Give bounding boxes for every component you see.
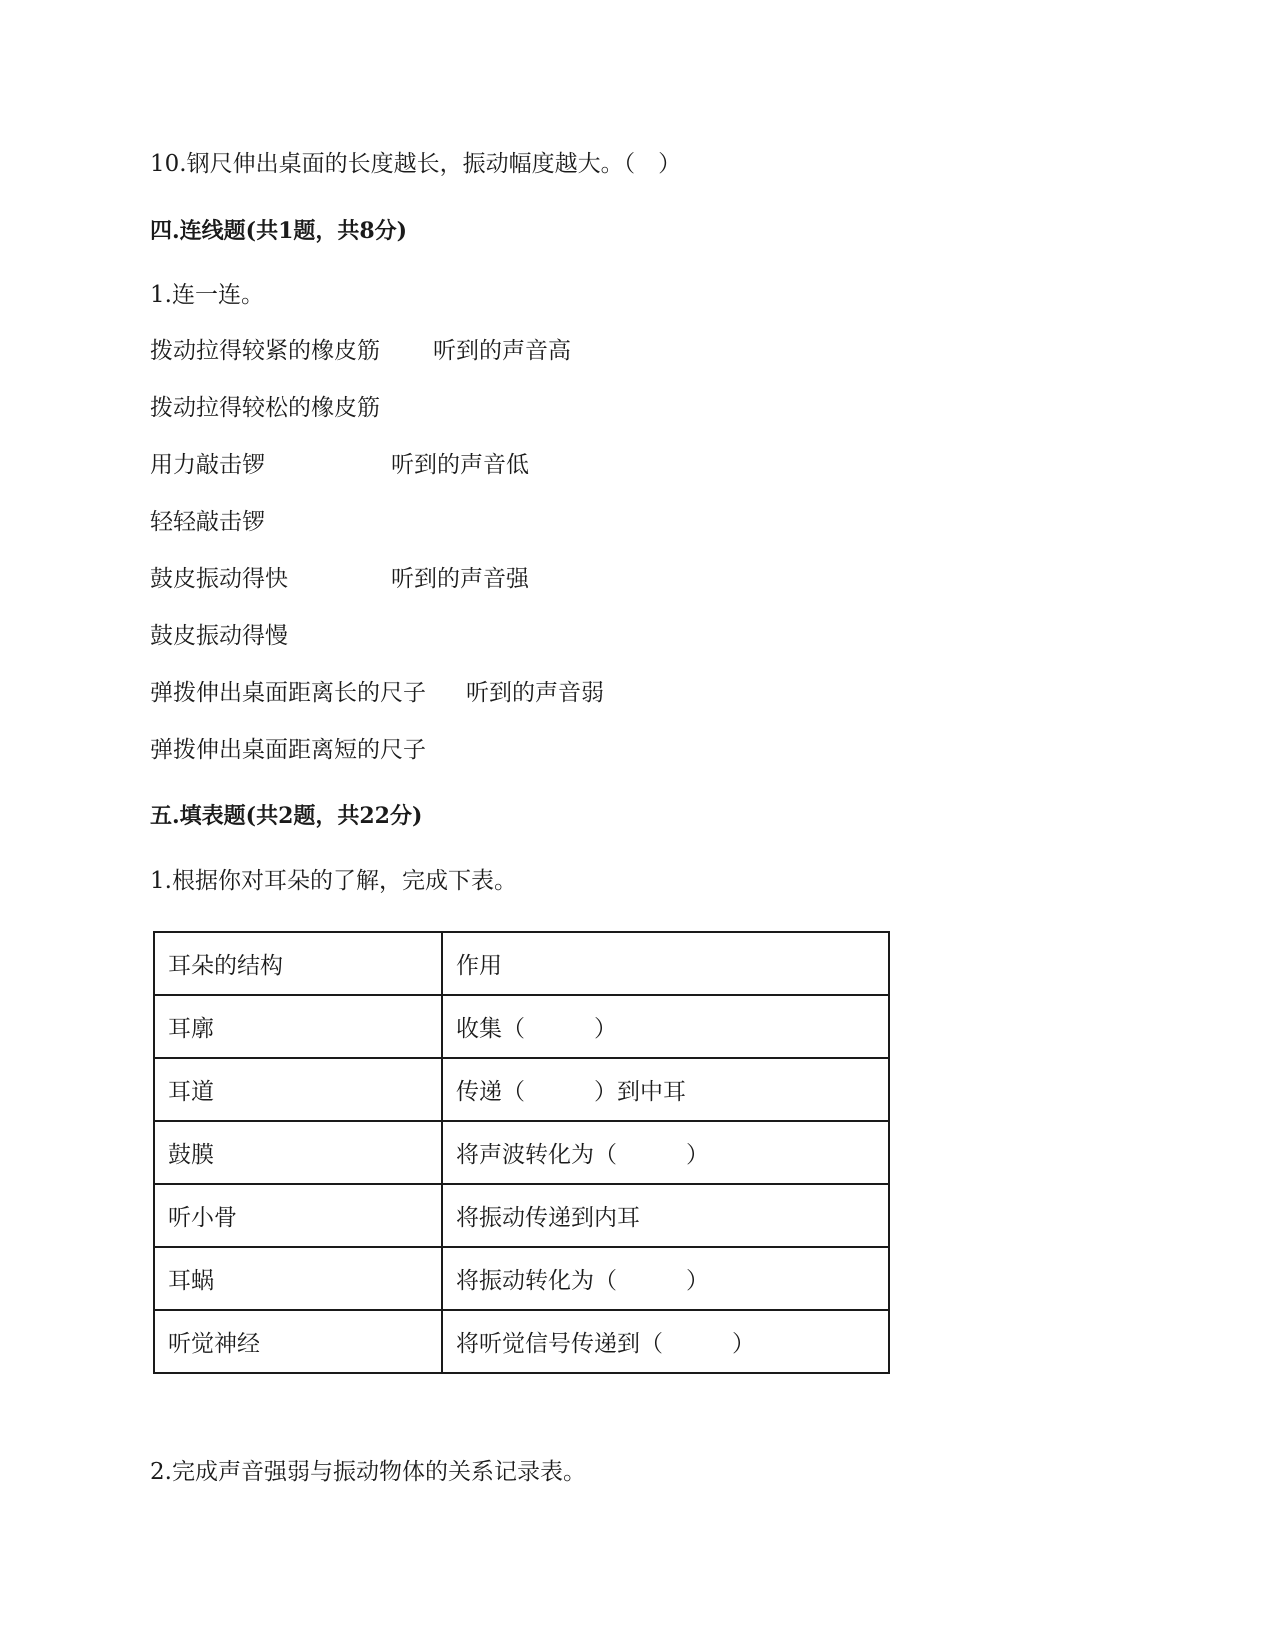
matching-left-item: 轻轻敲击锣 — [150, 509, 265, 535]
table-cell: 传递（ ）到中耳 — [442, 1058, 889, 1121]
table-cell: 鼓膜 — [154, 1121, 442, 1184]
table-cell: 耳蜗 — [154, 1247, 442, 1310]
table-row — [154, 1247, 889, 1310]
table-row — [154, 1310, 889, 1373]
section-4-heading: 四.连线题(共1题，共8分) — [150, 218, 408, 244]
matching-left-item: 鼓皮振动得快 — [150, 566, 288, 592]
table-cell: 将声波转化为（ ） — [442, 1121, 889, 1184]
matching-left-item: 鼓皮振动得慢 — [150, 623, 288, 649]
table-cell: 听觉神经 — [154, 1310, 442, 1373]
matching-left-item: 弹拨伸出桌面距离短的尺子 — [150, 737, 426, 763]
matching-question: 1.连一连。 — [150, 282, 264, 308]
table-cell: 耳道 — [154, 1058, 442, 1121]
table-cell: 听小骨 — [154, 1184, 442, 1247]
table-cell: 将听觉信号传递到（ ） — [442, 1310, 889, 1373]
table-cell: 收集（ ） — [442, 995, 889, 1058]
table-cell: 将振动转化为（ ） — [442, 1247, 889, 1310]
table-row — [154, 1121, 889, 1184]
table-question-1: 1.根据你对耳朵的了解，完成下表。 — [150, 868, 517, 894]
table-cell: 耳廓 — [154, 995, 442, 1058]
table-question-2: 2.完成声音强弱与振动物体的关系记录表。 — [150, 1459, 586, 1485]
table-header-cell: 作用 — [442, 932, 889, 995]
matching-left-item: 弹拨伸出桌面距离长的尺子 — [150, 680, 426, 706]
table-header-cell: 耳朵的结构 — [154, 932, 442, 995]
section-5-heading: 五.填表题(共2题，共22分) — [150, 803, 423, 829]
matching-left-item: 拨动拉得较松的橡皮筋 — [150, 395, 380, 421]
matching-right-item: 听到的声音强 — [391, 566, 529, 592]
matching-right-item: 听到的声音低 — [391, 452, 529, 478]
table-row — [154, 1184, 889, 1247]
table-row — [154, 1058, 889, 1121]
table-header-row — [154, 932, 889, 995]
table-row — [154, 995, 889, 1058]
matching-right-item: 听到的声音弱 — [466, 680, 604, 706]
matching-left-item: 用力敲击锣 — [150, 452, 265, 478]
table-cell: 将振动传递到内耳 — [442, 1184, 889, 1247]
question-10: 10.钢尺伸出桌面的长度越长，振动幅度越大。（ ） — [150, 151, 682, 177]
matching-right-item: 听到的声音高 — [433, 338, 571, 364]
matching-left-item: 拨动拉得较紧的橡皮筋 — [150, 338, 380, 364]
ear-structure-table — [153, 931, 890, 1374]
